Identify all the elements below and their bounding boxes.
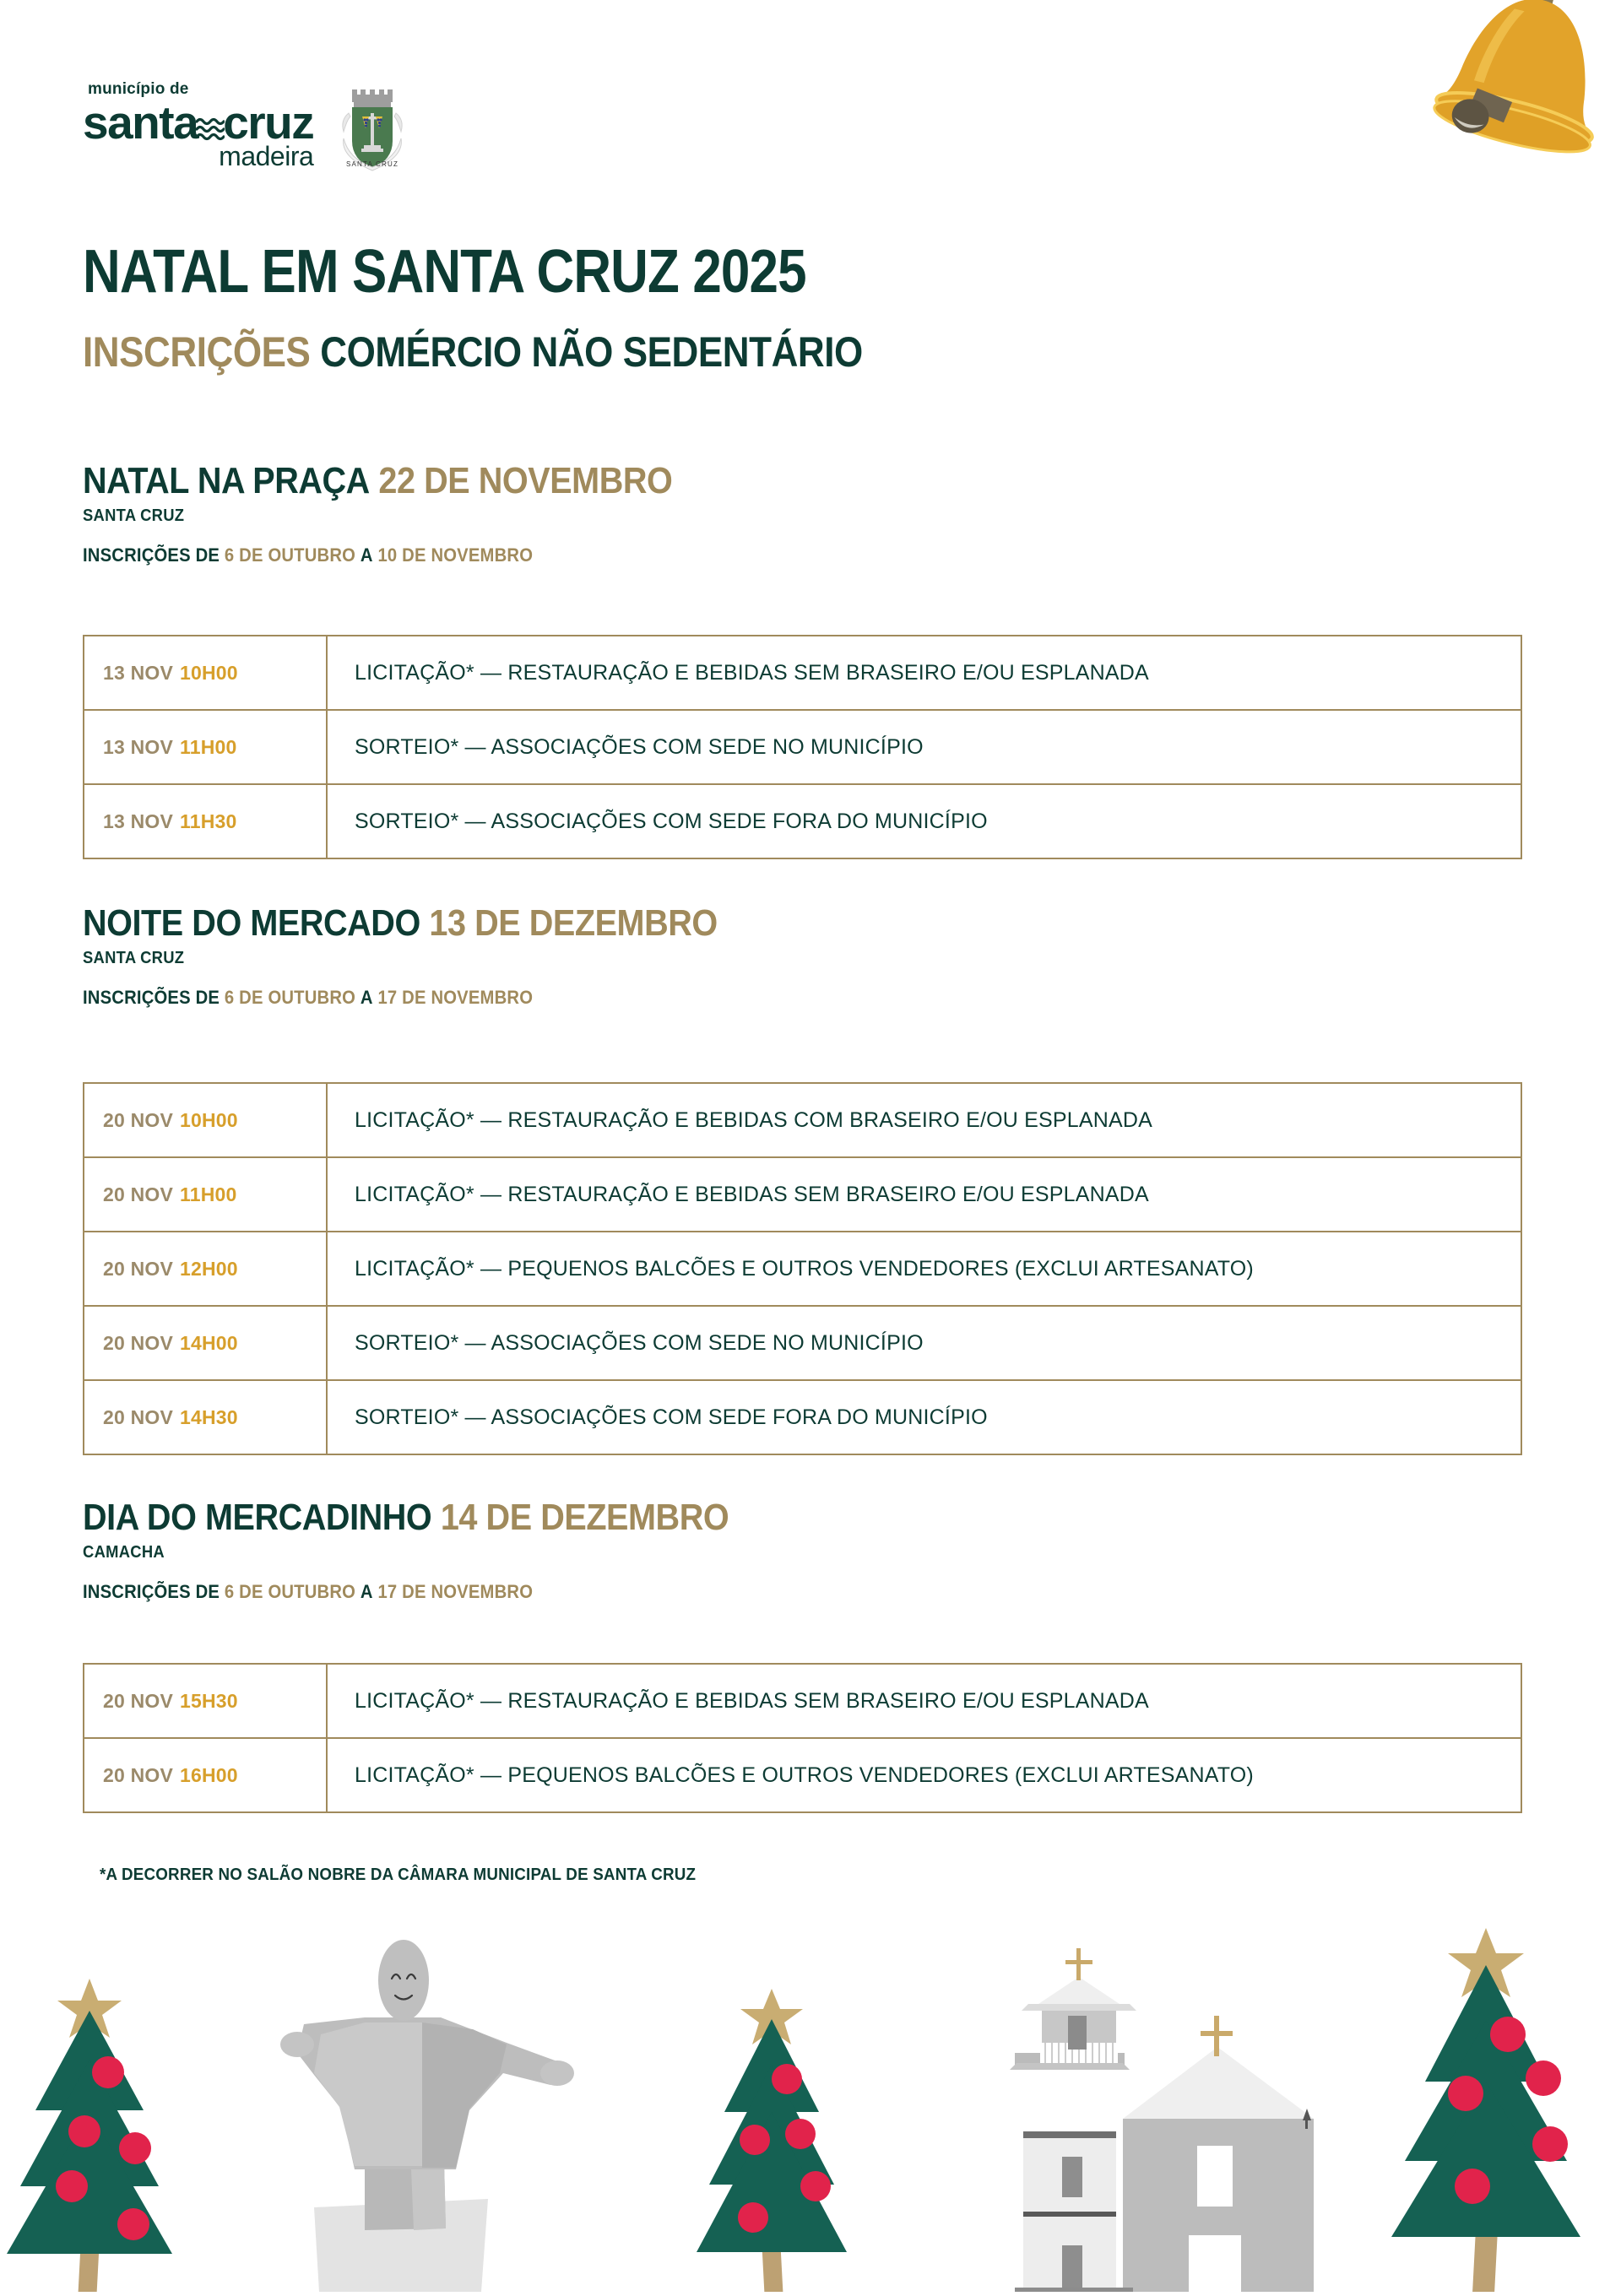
section-noite-do-mercado bbox=[83, 902, 788, 1009]
table-cell-description: LICITAÇÃO* — PEQUENOS BALCÕES E OUTROS VENDEDORES (EXCLUI ARTESANATO) bbox=[355, 1763, 1254, 1787]
municipality-name bbox=[83, 96, 314, 149]
registration-from: 6 DE OUTUBRO bbox=[224, 987, 356, 1008]
registration-conjunction: A bbox=[360, 544, 373, 566]
schedule-table-natal-na-praca bbox=[83, 635, 1522, 859]
christmas-tree-icon bbox=[697, 1989, 847, 2292]
section-heading bbox=[83, 460, 673, 501]
municipality-region: madeira bbox=[219, 141, 314, 171]
section-date: 13 DE DEZEMBRO bbox=[429, 902, 718, 944]
page-subtitle bbox=[83, 328, 863, 376]
table-cell-when bbox=[84, 1158, 328, 1231]
section-name: NATAL NA PRAÇA bbox=[83, 460, 370, 501]
row-time: 14H30 bbox=[180, 1405, 238, 1428]
schedule-table-dia-do-mercadinho bbox=[83, 1663, 1522, 1813]
registration-from: 6 DE OUTUBRO bbox=[224, 544, 356, 566]
table-cell-when bbox=[84, 1084, 328, 1156]
section-place: CAMACHA bbox=[83, 1543, 165, 1562]
table-cell-description: SORTEIO* — ASSOCIAÇÕES COM SEDE NO MUNICÍPIO bbox=[355, 734, 924, 759]
table-row bbox=[84, 636, 1521, 711]
municipality-name-part2: cruz bbox=[223, 96, 314, 149]
row-date: 20 NOV bbox=[103, 1689, 174, 1712]
table-cell-when bbox=[84, 1665, 328, 1737]
municipality-prefix: município de bbox=[88, 80, 189, 98]
section-name: NOITE DO MERCADO bbox=[83, 902, 420, 944]
table-cell-when bbox=[84, 785, 328, 858]
registration-label: INSCRIÇÕES DE bbox=[83, 987, 220, 1008]
municipality-name-part1: santa bbox=[83, 96, 198, 149]
row-date: 13 NOV bbox=[103, 661, 174, 684]
registration-to: 17 DE NOVEMBRO bbox=[377, 987, 534, 1008]
section-dia-do-mercadinho bbox=[83, 1499, 800, 1603]
row-time: 11H00 bbox=[180, 1183, 237, 1205]
brand-logo bbox=[83, 81, 409, 174]
table-cell-when bbox=[84, 1739, 328, 1811]
table-cell-when bbox=[84, 1307, 328, 1379]
row-time: 12H00 bbox=[180, 1257, 238, 1280]
section-place: SANTA CRUZ bbox=[83, 949, 185, 967]
table-cell-description: LICITAÇÃO* — RESTAURAÇÃO E BEBIDAS SEM BRASEIRO E/OU ESPLANADA bbox=[355, 1182, 1149, 1206]
table-row bbox=[84, 1381, 1521, 1454]
section-heading bbox=[83, 1499, 729, 1536]
row-time: 14H00 bbox=[180, 1331, 238, 1354]
row-date: 20 NOV bbox=[103, 1331, 174, 1354]
row-time: 10H00 bbox=[180, 661, 238, 684]
table-row bbox=[84, 1307, 1521, 1381]
row-date: 20 NOV bbox=[103, 1405, 174, 1428]
section-date: 22 DE NOVEMBRO bbox=[378, 460, 673, 501]
registration-conjunction: A bbox=[360, 1581, 373, 1602]
christ-the-king-statue-icon bbox=[280, 1940, 574, 2292]
row-date: 20 NOV bbox=[103, 1763, 174, 1786]
table-cell-description: LICITAÇÃO* — RESTAURAÇÃO E BEBIDAS SEM BRASEIRO E/OU ESPLANADA bbox=[355, 1688, 1149, 1713]
registration-to: 10 DE NOVEMBRO bbox=[377, 544, 534, 566]
row-time: 15H30 bbox=[180, 1689, 238, 1712]
table-cell-description: LICITAÇÃO* — PEQUENOS BALCÕES E OUTROS VENDEDORES (EXCLUI ARTESANATO) bbox=[355, 1256, 1254, 1281]
table-row bbox=[84, 1232, 1521, 1307]
footnote: *A DECORRER NO SALÃO NOBRE DA CÂMARA MUNICIPAL DE SANTA CRUZ bbox=[100, 1866, 697, 1884]
row-date: 20 NOV bbox=[103, 1183, 174, 1205]
section-registration-period bbox=[83, 1581, 743, 1603]
table-cell-description: SORTEIO* — ASSOCIAÇÕES COM SEDE FORA DO MUNICÍPIO bbox=[355, 1405, 988, 1429]
table-row bbox=[84, 785, 1521, 858]
waves-icon bbox=[196, 109, 225, 143]
registration-to: 17 DE NOVEMBRO bbox=[377, 1581, 534, 1602]
registration-from: 6 DE OUTUBRO bbox=[224, 1581, 356, 1602]
row-time: 10H00 bbox=[180, 1108, 238, 1131]
section-name: DIA DO MERCADINHO bbox=[83, 1497, 432, 1538]
table-row bbox=[84, 1739, 1521, 1811]
table-cell-when bbox=[84, 1381, 328, 1454]
section-date: 14 DE DEZEMBRO bbox=[440, 1497, 729, 1538]
section-registration-period bbox=[83, 544, 686, 566]
church-icon bbox=[1010, 1948, 1314, 2292]
row-time: 11H00 bbox=[180, 735, 237, 758]
christmas-tree-icon bbox=[7, 1979, 172, 2292]
table-cell-when bbox=[84, 1232, 328, 1305]
row-date: 13 NOV bbox=[103, 735, 174, 758]
bottom-illustration bbox=[0, 1916, 1621, 2292]
section-registration-period bbox=[83, 987, 731, 1009]
registration-conjunction: A bbox=[360, 987, 373, 1008]
table-cell-description: LICITAÇÃO* — RESTAURAÇÃO E BEBIDAS SEM BRASEIRO E/OU ESPLANADA bbox=[355, 660, 1149, 685]
svg-text:SANTA CRUZ: SANTA CRUZ bbox=[346, 160, 399, 168]
table-cell-when bbox=[84, 636, 328, 709]
section-natal-na-praca bbox=[83, 460, 738, 566]
golden-bell-icon bbox=[1401, 0, 1621, 169]
table-row bbox=[84, 1158, 1521, 1232]
section-heading bbox=[83, 902, 718, 944]
page-subtitle-rest: COMÉRCIO NÃO SEDENTÁRIO bbox=[320, 328, 863, 376]
row-date: 13 NOV bbox=[103, 810, 174, 832]
christmas-tree-icon bbox=[1391, 1928, 1580, 2292]
table-cell-description: LICITAÇÃO* — RESTAURAÇÃO E BEBIDAS COM BRASEIRO E/OU ESPLANADA bbox=[355, 1107, 1153, 1132]
row-time: 11H30 bbox=[180, 810, 237, 832]
schedule-table-noite-do-mercado bbox=[83, 1082, 1522, 1455]
table-row bbox=[84, 1084, 1521, 1158]
table-cell-description: SORTEIO* — ASSOCIAÇÕES COM SEDE FORA DO MUNICÍPIO bbox=[355, 809, 988, 833]
santa-cruz-coat-of-arms-icon bbox=[335, 86, 409, 174]
row-date: 20 NOV bbox=[103, 1108, 174, 1131]
table-cell-when bbox=[84, 711, 328, 783]
table-row bbox=[84, 1665, 1521, 1739]
page-title: NATAL EM SANTA CRUZ 2025 bbox=[83, 238, 806, 306]
section-place: SANTA CRUZ bbox=[83, 506, 185, 525]
row-time: 16H00 bbox=[180, 1763, 238, 1786]
municipality-wordmark bbox=[83, 81, 313, 170]
table-cell-description: SORTEIO* — ASSOCIAÇÕES COM SEDE NO MUNICÍPIO bbox=[355, 1330, 924, 1355]
registration-label: INSCRIÇÕES DE bbox=[83, 1581, 220, 1602]
registration-label: INSCRIÇÕES DE bbox=[83, 544, 220, 566]
row-date: 20 NOV bbox=[103, 1257, 174, 1280]
page-subtitle-highlight: INSCRIÇÕES bbox=[83, 328, 311, 376]
table-row bbox=[84, 711, 1521, 785]
